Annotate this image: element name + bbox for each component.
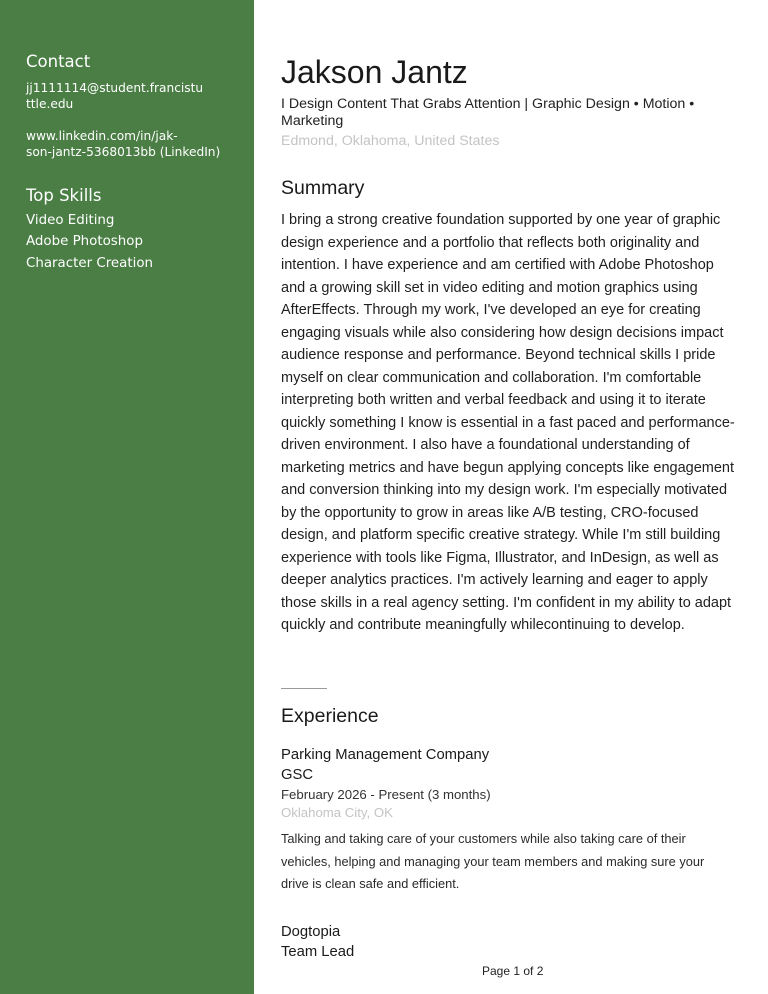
- summary-title: Summary: [281, 177, 365, 199]
- job-title: GSC: [281, 767, 314, 783]
- contact-heading: Contact: [26, 52, 91, 71]
- skill-item: Adobe Photoshop: [26, 234, 143, 249]
- profile-location: Edmond, Oklahoma, United States: [281, 133, 500, 149]
- sidebar: [0, 0, 254, 994]
- skill-item: Character Creation: [26, 256, 154, 271]
- job-title: Team Lead: [281, 944, 355, 960]
- skill-item: Video Editing: [26, 213, 115, 228]
- contact-linkedin[interactable]: [26, 128, 220, 160]
- job-company: Dogtopia: [281, 924, 341, 940]
- job-location: Oklahoma City, OK: [281, 805, 393, 820]
- contact-linkedin-line2: son-jantz-5368013bb (LinkedIn): [26, 145, 221, 159]
- contact-email[interactable]: [26, 80, 203, 112]
- page-number: Page 1 of 2: [482, 964, 544, 978]
- contact-email-line2: ttle.edu: [26, 97, 74, 111]
- profile-headline: I Design Content That Grabs Attention | Graphic Design • Motion • Marketing: [281, 96, 695, 129]
- top-skills-heading: Top Skills: [26, 186, 102, 205]
- profile-name: Jakson Jantz: [281, 54, 468, 90]
- section-divider: [281, 688, 327, 689]
- contact-email-line1: jj1111114@student.francistu: [26, 81, 204, 95]
- job-description: Talking and taking care of your customers while also taking care of their vehicles, helping and managing your team members and making sure your drive is clean safe and efficient.: [281, 831, 705, 891]
- job-dates: February 2026 - Present (3 months): [281, 787, 491, 802]
- job-company: Parking Management Company: [281, 747, 490, 763]
- contact-linkedin-line1: www.linkedin.com/in/jak-: [26, 129, 178, 143]
- experience-title: Experience: [281, 705, 379, 727]
- summary-text: I bring a strong creative foundation supported by one year of graphic design experience and a portfolio that reflects both originality and intention. I have experience and am certified with Adobe Photoshop and a growing skill set in video editing and motion graphics using AfterEffects. Through my work, I've developed an eye for creating engaging visuals while also considering how design decisions impact audience response and performance. Beyond technical skills I pride myself on clear communication and collaboration. I'm comfortable interpreting both written and verbal feedback and using it to iterate quickly something I know is essential in a fast paced and performance-driven environment. I also have a foundational understanding of marketing metrics and have begun applying concepts like engagement and conversion thinking into my design work. I'm especially motivated by the opportunity to grow in areas like A/B testing, CRO-focused design, and platform specific creative strategy. While I'm still building experience with tools like Figma, Illustrator, and InDesign, as well as deeper analytics practices. I'm actively learning and eager to apply those skills in a real agency setting. I'm confident in my ability to adapt quickly and contribute meaningfully whilecontinuing to develop.: [281, 212, 735, 633]
